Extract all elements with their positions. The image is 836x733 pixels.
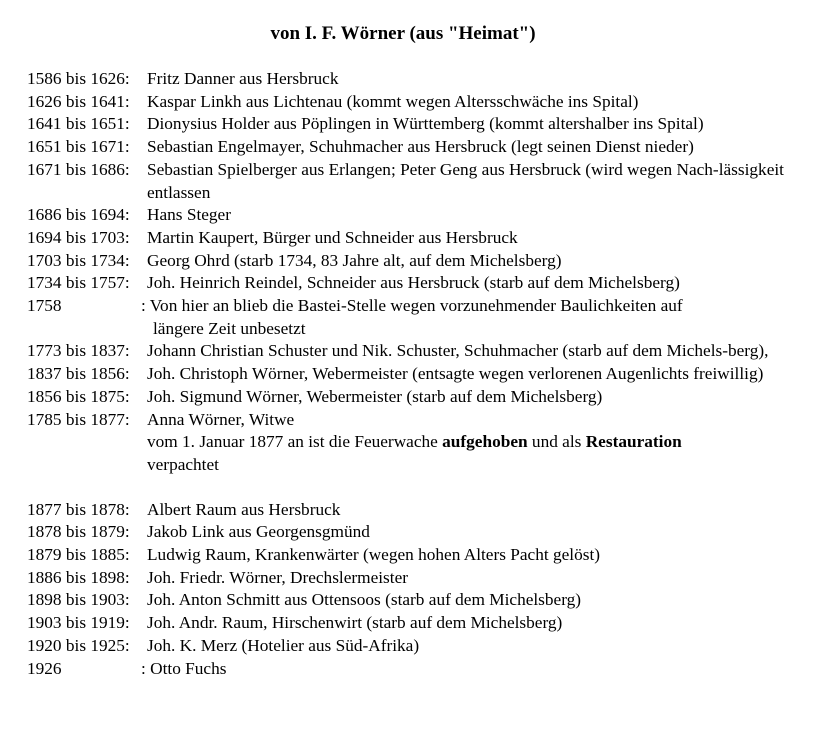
entry-row: [27, 409, 817, 432]
entry-text-line1: : Von hier an blieb die Bastei-Stelle wegen vorzunehmender Baulichkeiten auf: [141, 296, 683, 316]
document-title: von I. F. Wörner (aus "Heimat"): [270, 23, 536, 44]
entry-row: [27, 227, 817, 250]
entry-text: Joh. K. Merz (Hotelier aus Süd-Afrika): [147, 635, 420, 655]
entry-row: [27, 386, 817, 409]
entry-date: 1898 bis 1903:: [27, 590, 130, 610]
entry-date: 1586 bis 1626:: [27, 69, 130, 88]
entry-row: [27, 499, 817, 522]
entry-text: Sebastian Engelmayer, Schuhmacher aus Hersbruck (legt seinen Dienst nieder): [147, 137, 694, 157]
feuerwache-note: [27, 431, 817, 476]
entry-date: 1903 bis 1919:: [27, 613, 130, 633]
entry-row: [27, 91, 817, 114]
entry-date: 1837 bis 1856:: [27, 364, 130, 384]
entry-row: [27, 250, 817, 273]
entry-date: 1671 bis 1686:: [27, 159, 130, 179]
entry-text: Joh. Heinrich Reindel, Schneider aus Hersbruck (starb auf dem Michelsberg): [147, 273, 680, 293]
entry-row: [27, 589, 817, 612]
entry-date: 1856 bis 1875:: [27, 386, 130, 406]
entry-text-line2: längere Zeit unbesetzt: [153, 318, 306, 338]
entry-date: 1686 bis 1694:: [27, 205, 130, 225]
entry-text: Albert Raum aus Hersbruck: [147, 499, 341, 519]
entry-row: [27, 567, 817, 590]
entry-text: Ludwig Raum, Krankenwärter (wegen hohen Alters Pacht gelöst): [147, 545, 601, 565]
entry-text: Fritz Danner aus Hersbruck: [147, 69, 339, 88]
entry-row: [27, 159, 817, 204]
entry-date: 1773 bis 1837:: [27, 341, 130, 361]
entry-text: Joh. Sigmund Wörner, Webermeister (starb auf dem Michelsberg): [147, 386, 603, 406]
entry-row: [27, 340, 817, 363]
entry-date: 1886 bis 1898:: [27, 567, 130, 587]
entry-row: [27, 635, 817, 658]
entry-date: 1926: [27, 658, 62, 678]
note-text: vom 1. Januar 1877 an ist die Feuerwache: [147, 432, 443, 452]
entry-text: Johann Christian Schuster und Nik. Schuster, Schuhmacher (starb auf dem Michels-berg),: [147, 341, 769, 361]
entry-text: Kaspar Linkh aus Lichtenau (kommt wegen Altersschwäche ins Spital): [147, 91, 639, 111]
entry-row-1926: [27, 658, 817, 681]
entry-text: Dionysius Holder aus Pöplingen in Württemberg (kommt altershalber ins Spital): [147, 114, 704, 134]
entry-text: Martin Kaupert, Bürger und Schneider aus Hersbruck: [147, 227, 518, 247]
entry-text: Jakob Link aus Georgensgmünd: [147, 522, 370, 542]
entry-row: [27, 113, 817, 136]
entry-row: [27, 272, 817, 295]
entry-date: 1703 bis 1734:: [27, 250, 130, 270]
entry-row: [27, 68, 817, 91]
entry-date: 1785 bis 1877:: [27, 409, 130, 429]
note-text: und als: [527, 432, 586, 452]
entry-text: Joh. Anton Schmitt aus Ottensoos (starb auf dem Michelsberg): [147, 590, 582, 610]
spacer: [27, 477, 817, 499]
entry-row: [27, 363, 817, 386]
entry-date: 1651 bis 1671:: [27, 137, 130, 157]
entry-date: 1879 bis 1885:: [27, 545, 130, 565]
entry-date: 1877 bis 1878:: [27, 499, 130, 519]
entry-text: Hans Steger: [147, 205, 231, 225]
entry-date: 1920 bis 1925:: [27, 635, 130, 655]
entry-row: [27, 521, 817, 544]
entry-date: 1641 bis 1651:: [27, 114, 130, 134]
entry-row: [27, 204, 817, 227]
note-text: verpachtet: [147, 454, 219, 474]
entry-list: [27, 68, 817, 680]
entry-date: 1734 bis 1757:: [27, 273, 130, 293]
entry-text: Joh. Andr. Raum, Hirschenwirt (starb auf dem Michelsberg): [147, 613, 563, 633]
entry-row: [27, 612, 817, 635]
entry-text: Sebastian Spielberger aus Erlangen; Peter Geng aus Hersbruck (wird wegen Nach-lässigkeit entlassen: [147, 159, 784, 202]
entry-row-1758: [27, 295, 817, 340]
entry-text: Joh. Christoph Wörner, Webermeister (entsagte wegen verlorenen Augenlichts freiwillig): [147, 364, 764, 384]
entry-date: 1694 bis 1703:: [27, 227, 130, 247]
entry-date: 1626 bis 1641:: [27, 91, 130, 111]
entry-row: [27, 544, 817, 567]
entry-date: 1878 bis 1879:: [27, 522, 130, 542]
note-bold-aufgehoben: aufgehoben: [442, 432, 528, 452]
note-bold-restauration: Restauration: [585, 432, 682, 452]
entry-row: [27, 136, 817, 159]
entry-text: : Otto Fuchs: [141, 658, 227, 678]
entry-text: Joh. Friedr. Wörner, Drechslermeister: [147, 567, 409, 587]
entry-text: Georg Ohrd (starb 1734, 83 Jahre alt, auf dem Michelsberg): [147, 250, 562, 270]
entry-text: Anna Wörner, Witwe: [147, 409, 295, 429]
entry-date: 1758: [27, 296, 62, 316]
